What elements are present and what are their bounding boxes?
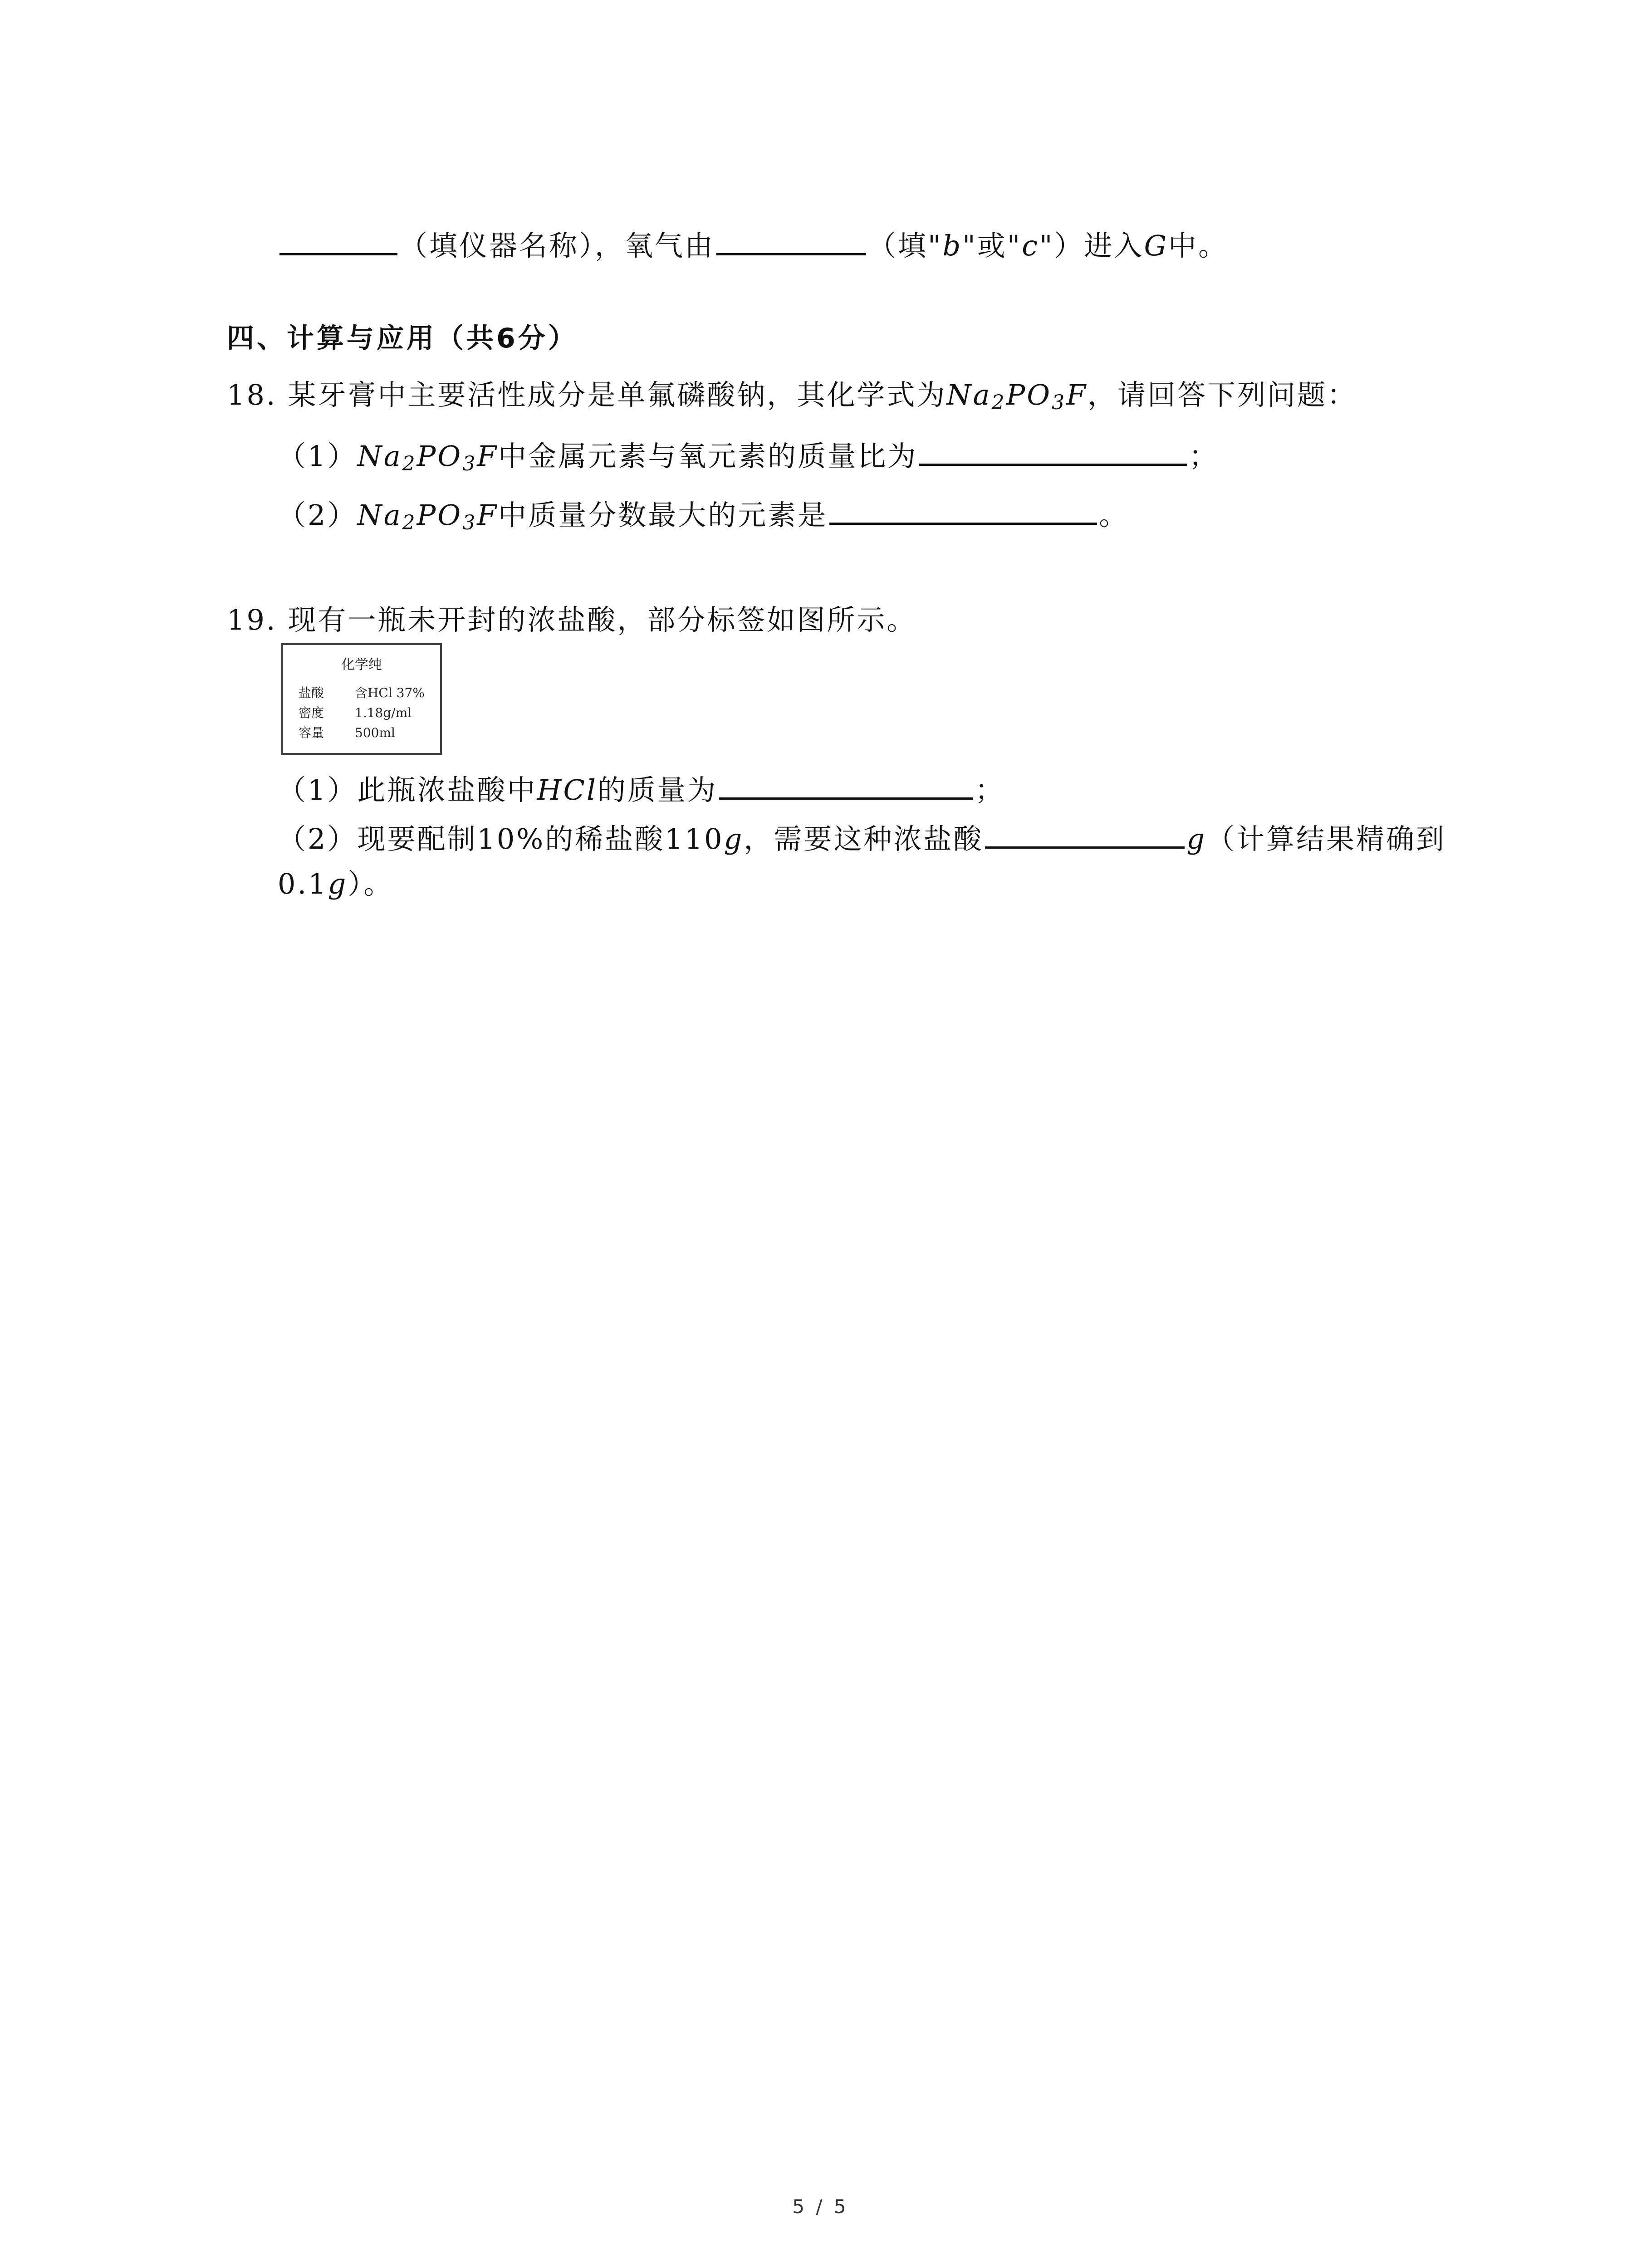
- question-18-sub1: $(1)Na_2PO_3F$中金属元素与氧元素的质量比为 ；: [278, 437, 1219, 470]
- reagent-label-figure: [281, 643, 442, 755]
- question-19-sub2: （2）现要配制10%的稀盐酸110g，需要这种浓盐酸 g（计算结果精确到: [278, 820, 1446, 853]
- chemical-formula: $Na_2PO_3F$: [357, 440, 499, 475]
- answer-blank[interactable]: [716, 227, 866, 255]
- question-18-sub2: $(2)Na_2PO_3F$中质量分数最大的元素是 。: [278, 496, 1129, 529]
- question-number: 19.: [227, 603, 277, 636]
- question-number: 18.: [227, 378, 277, 411]
- answer-blank[interactable]: [919, 437, 1187, 466]
- chemical-formula: $Na_2PO_3F$: [946, 378, 1088, 414]
- question-18-stem: 18. 某牙膏中主要活性成分是单氟磷酸钠，其化学式为$Na_2PO_3F$，请回答下列问题：: [227, 378, 1357, 414]
- answer-blank[interactable]: [829, 496, 1097, 525]
- question-19-sub1: （1）此瓶浓盐酸中HCl的质量为 ；: [278, 771, 1005, 804]
- prev-question-tail: （填仪器名称），氧气由 （填"b"或"c"）进入G中。: [278, 227, 1228, 260]
- label-row: 容量 500ml: [299, 725, 395, 740]
- question-19-sub2-continued: 0.1g）。: [278, 867, 394, 900]
- answer-blank[interactable]: [985, 820, 1185, 849]
- question-19-stem: 19. 现有一瓶未开封的浓盐酸，部分标签如图所示。: [227, 603, 917, 636]
- label-title: 化学纯: [341, 657, 382, 673]
- label-row: 盐酸 含HCl 37%: [299, 685, 425, 700]
- label-row: 密度 1.18g/ml: [299, 705, 412, 720]
- answer-blank[interactable]: [719, 771, 973, 800]
- answer-blank[interactable]: [279, 227, 397, 255]
- page-number: 5 / 5: [792, 2195, 849, 2218]
- chemical-formula: $Na_2PO_3F$: [357, 499, 499, 534]
- section-heading: 四、计算与应用（共6分）: [227, 323, 578, 354]
